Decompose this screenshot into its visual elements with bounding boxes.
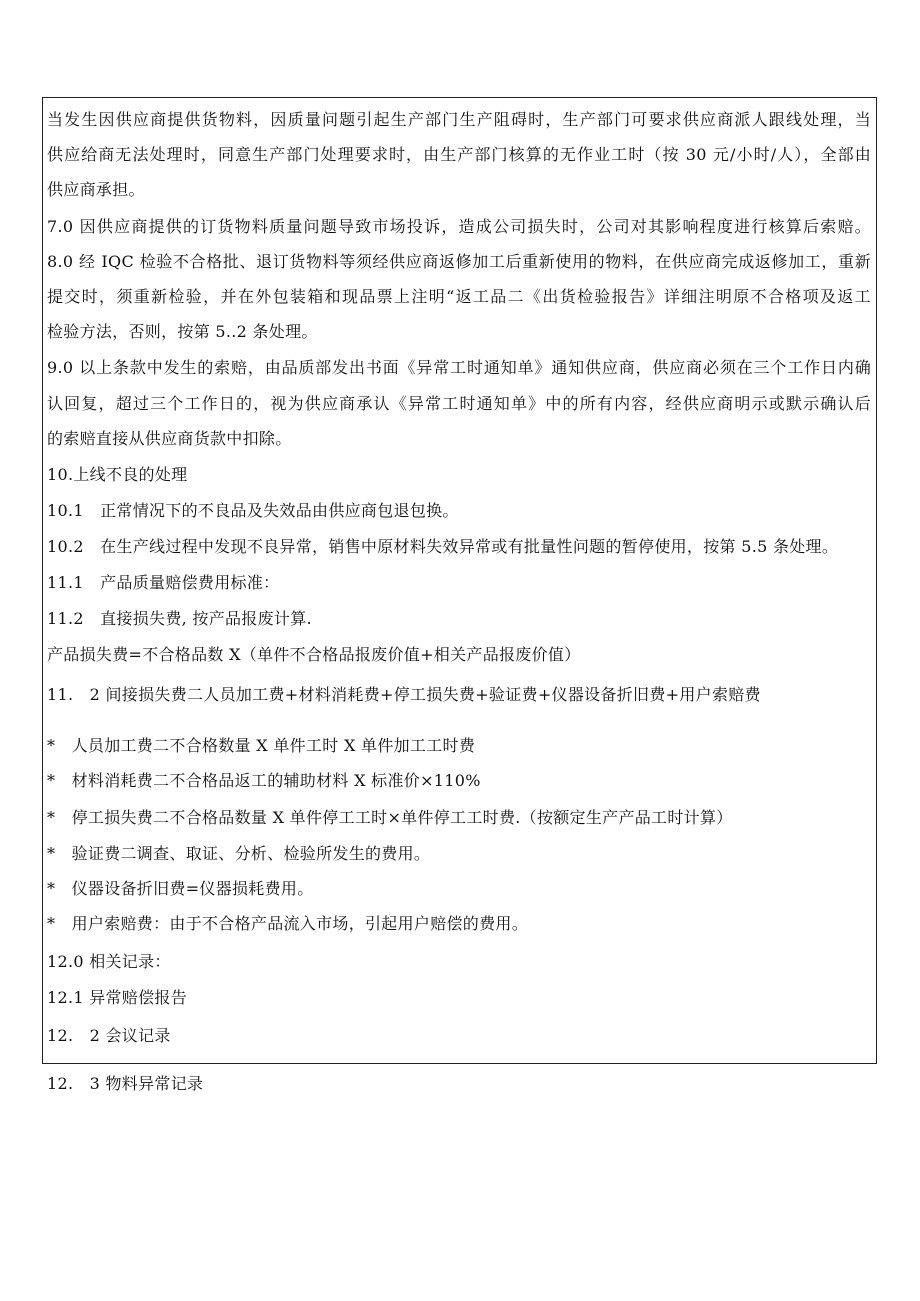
text-line: 11.2 直接损失费, 按产品报废计算. — [47, 609, 312, 628]
text-line: 7.0 因供应商提供的订货物料质量问题导致市场投诉，造成公司损失时，公司对其影响程度进行核算后索赔。 — [47, 217, 871, 236]
text-line: 认回复，超过三个工作日的，视为供应商承认《异常工时通知单》中的所有内容，经供应商明示或默示确认后 — [47, 394, 871, 413]
text-line: 12. 2 会议记录 — [47, 1026, 171, 1045]
list-item: * 材料消耗费二不合格品返工的辅助材料 X 标准价×110% — [47, 771, 481, 790]
text-line: 10.1 正常情况下的不良品及失效品由供应商包退包换。 — [47, 501, 459, 520]
text-line: 9.0 以上条款中发生的索赔，由品质部发出书面《异常工时通知单》通知供应商，供应商必须在三个工作日内确 — [47, 358, 871, 377]
text-line: 供应商承担。 — [47, 180, 145, 199]
text-line: 10.2 在生产线过程中发现不良异常，销售中原材料失效异常或有批量性问题的暂停使用，按第 5.5 条处理。 — [47, 537, 839, 556]
text-line: 当发生因供应商提供货物料，因质量问题引起生产部门生产阻碍时，生产部门可要求供应商派人跟线处理，当 — [47, 110, 871, 129]
section-heading: 10.上线不良的处理 — [47, 465, 188, 484]
text-line: 11.1 产品质量赔偿费用标准： — [47, 573, 280, 592]
text-line: 提交时，须重新检验，并在外包装箱和现品票上注明“返工品二《出货检验报告》详细注明原不合格项及返工 — [47, 287, 871, 306]
list-item: * 仪器设备折旧费=仪器损耗费用。 — [47, 879, 314, 898]
text-line: 供应给商无法处理时，同意生产部门处理要求时，由生产部门核算的无作业工时（按 30 元/小时/人），全部由 — [47, 145, 871, 164]
text-line: 12.1 异常赔偿报告 — [47, 988, 188, 1007]
list-item: * 停工损失费二不合格品数量 X 单件停工工时×单件停工工时费.（按额定生产产品工时计算） — [47, 808, 733, 827]
text-line: 8.0 经 IQC 检验不合格批、退订货物料等须经供应商返修加工后重新使用的物料，在供应商完成返修加工，重新 — [47, 252, 871, 271]
text-line: 产品损失费=不合格品数 X（单件不合格品报废价值+相关产品报废价值） — [47, 645, 581, 664]
footer-line: 12. 3 物料异常记录 — [47, 1074, 204, 1093]
text-line: 11. 2 间接损失费二人员加工费+材料消耗费+停工损失费+验证费+仪器设备折旧费+用户索赔费 — [47, 685, 761, 704]
list-item: * 人员加工费二不合格数量 X 单件工时 X 单件加工工时费 — [47, 736, 476, 755]
list-item: * 验证费二调查、取证、分析、检验所发生的费用。 — [47, 844, 431, 863]
text-line: 检验方法，否则，按第 5..2 条处理。 — [47, 322, 318, 341]
section-heading: 12.0 相关记录： — [47, 952, 171, 971]
text-line: 的索赔直接从供应商货款中扣除。 — [47, 429, 292, 448]
list-item: * 用户索赔费：由于不合格产品流入市场，引起用户赔偿的费用。 — [47, 914, 529, 933]
